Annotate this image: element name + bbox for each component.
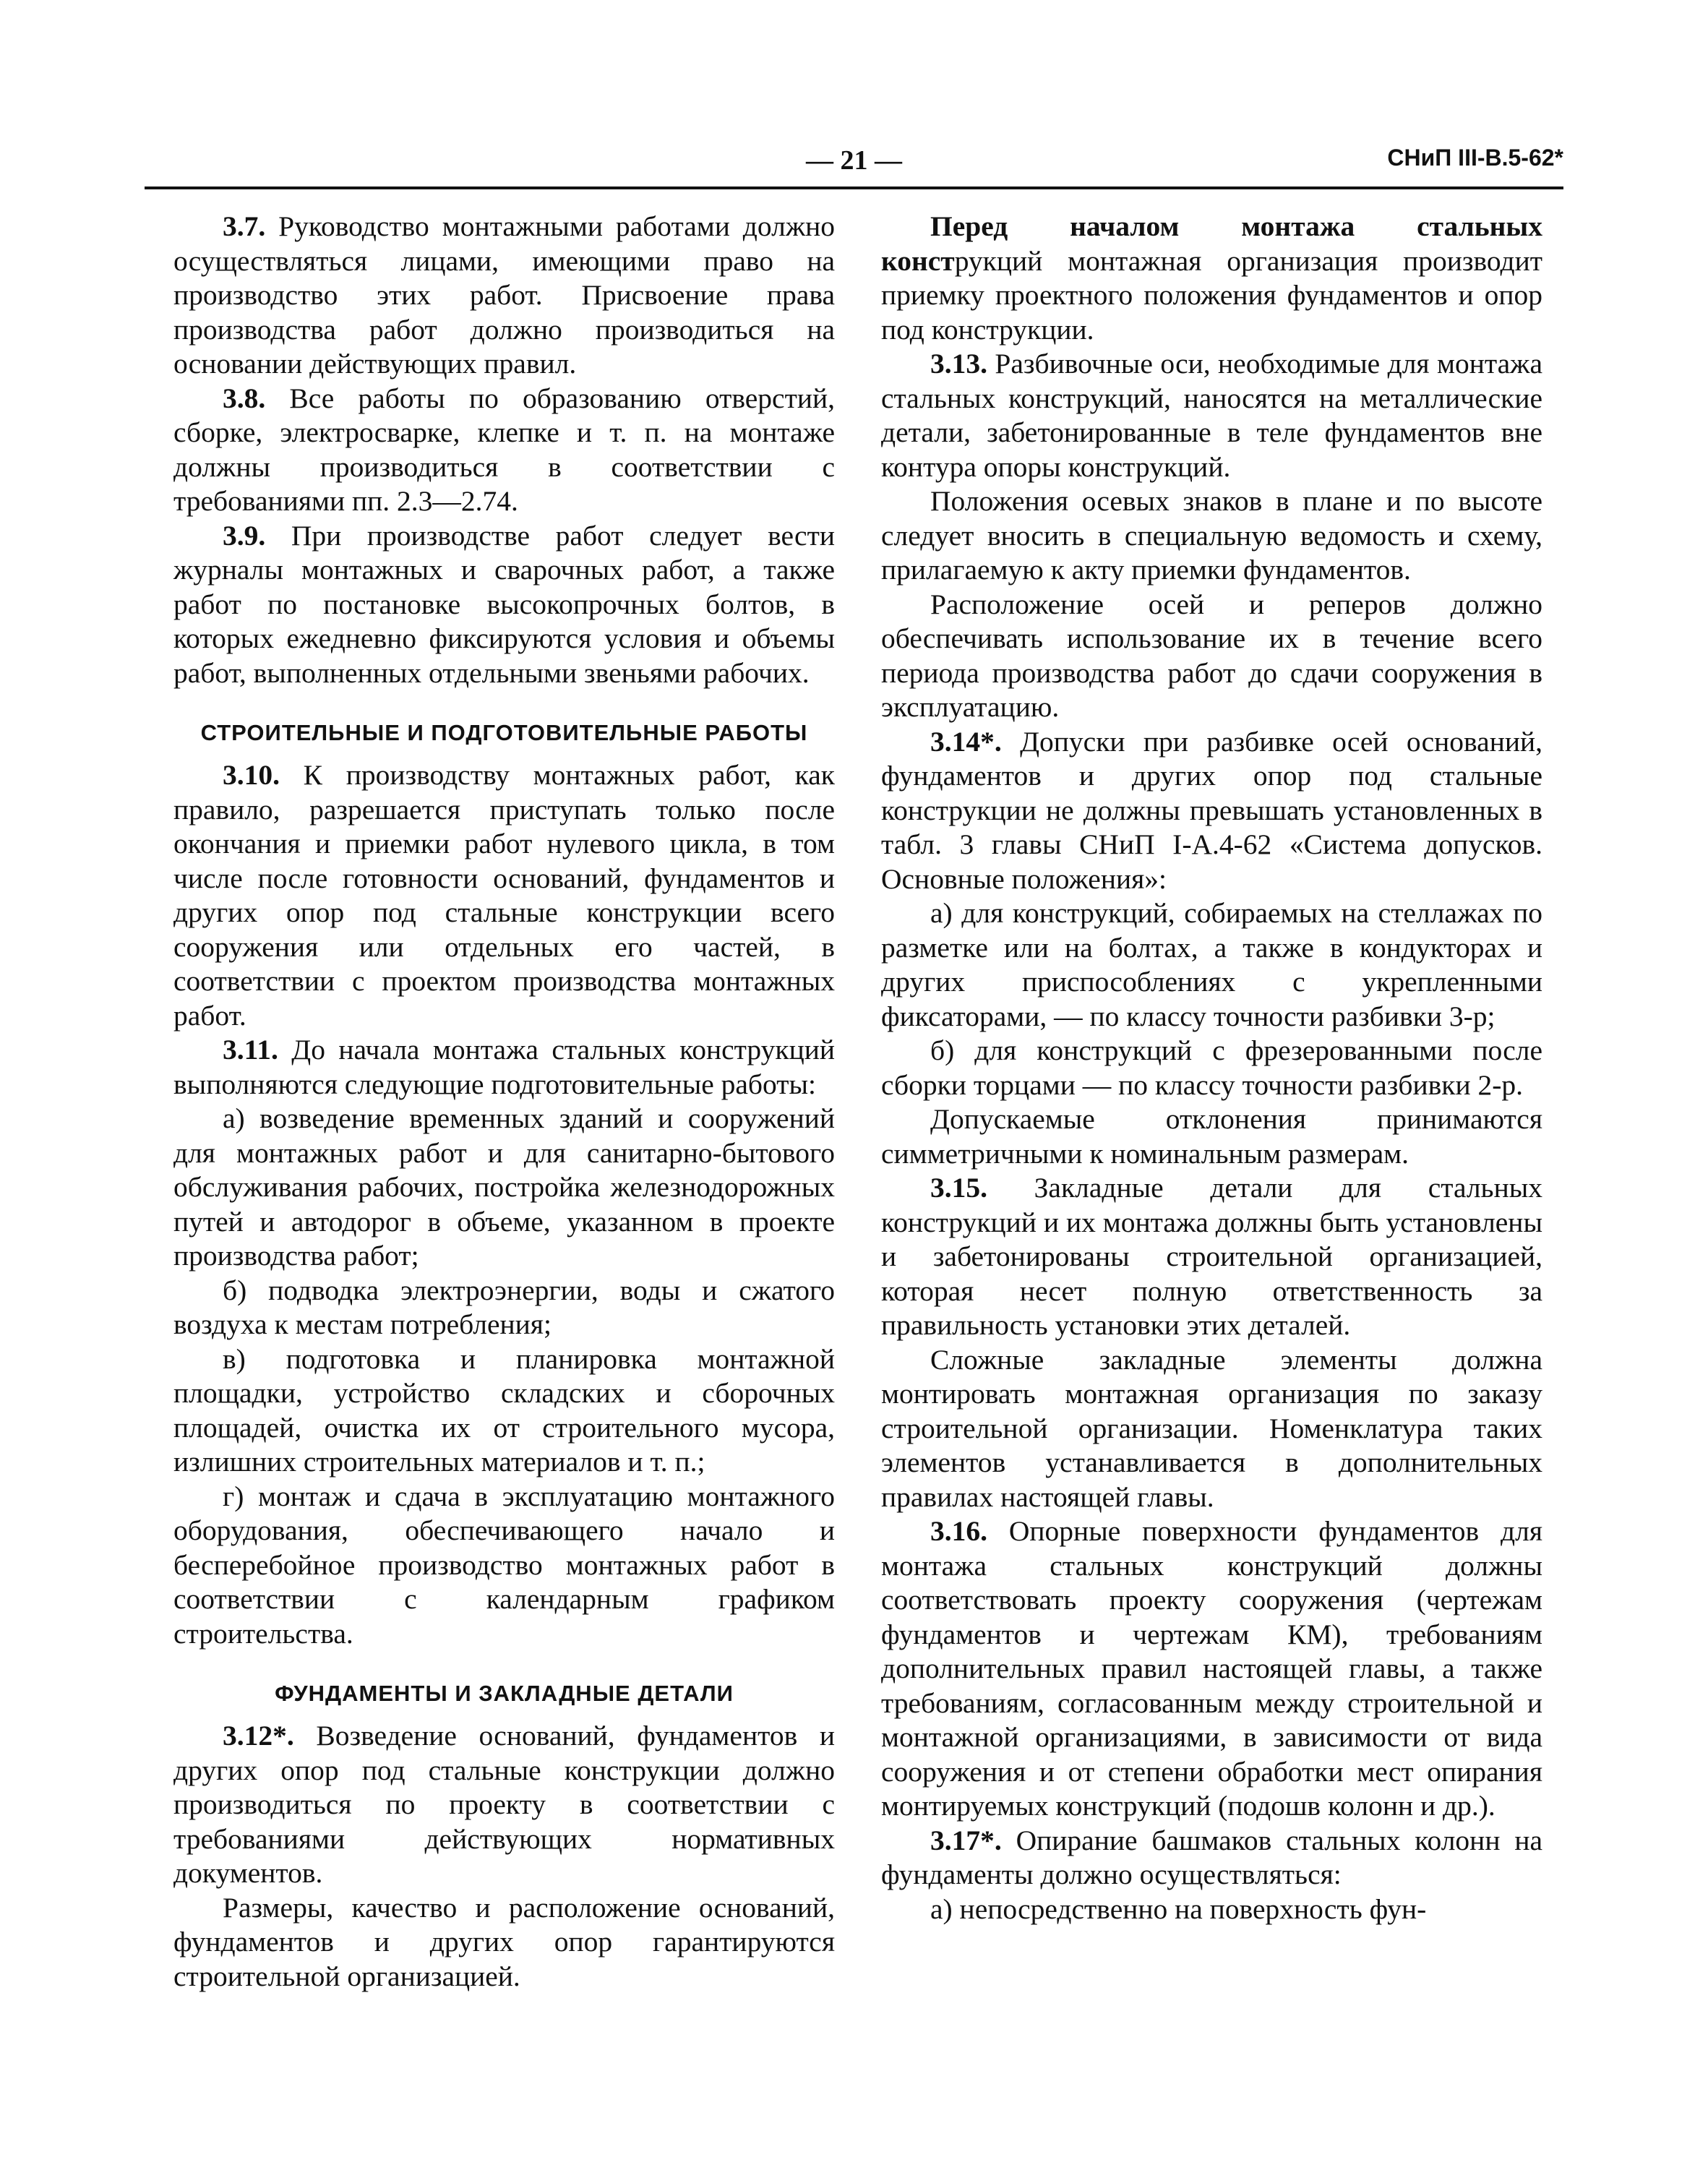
paragraph-text: Разбивочные оси, необходимые для монтажа стальных конструкций, наносятся на металлические детали, забетонированные в теле фундаментов вне контура опоры конструкций.: [881, 348, 1542, 483]
document-code: СНиП III-В.5-62*: [1387, 145, 1563, 171]
clause-number: 3.13.: [930, 348, 987, 380]
clause-number: 3.8.: [223, 382, 266, 414]
clause-number: 3.11.: [223, 1034, 278, 1066]
list-item-g: г) монтаж и сдача в эксплуатацию монтажного оборудования, обеспечивающего начало и бесперебойное производство монтажных работ в соответствии с календарным графиком строительства.: [173, 1480, 835, 1650]
clause-number: 3.17*.: [930, 1824, 1002, 1856]
intro-bold-text: Перед началом монтажа стальных конст: [881, 210, 1542, 277]
paragraph-intro: [881, 210, 1542, 347]
clause-number: 3.9.: [223, 519, 266, 552]
paragraph-3-13: [881, 347, 1542, 484]
paragraph-3-11: [173, 1033, 835, 1102]
clause-number: 3.15.: [930, 1172, 987, 1204]
paragraph-3-7: [173, 210, 835, 382]
left-column: [173, 210, 835, 1994]
paragraph-text: Опорные поверхности фундаментов для монтажа стальных конструкций должны соответствовать проекту сооружения (чертежам фундаментов и чертежам КМ), требованиям дополнительных правил настоящей главы, а также требованиям, согласованным между строительной и монтажной организациями, в зависимости от вида сооружения и от степени обработки мест опирания монтируемых конструкций (подошв колонн и др.).: [881, 1515, 1542, 1822]
list-item-v: в) подготовка и планировка монтажной площадки, устройство складских и сборочных площадей, очистка их от строительного мусора, излишних строительных материалов и т. п.;: [173, 1342, 835, 1478]
list-item-a-continued: а) непосредственно на поверхность фун-: [930, 1892, 1427, 1925]
list-item-b: б) для конструкций с фрезерованными после сборки торцами — по классу точности разбивки 2-р.: [881, 1034, 1542, 1101]
paragraph-text: К производству монтажных работ, как правило, разрешается приступать только после окончания и приемки работ нулевого цикла, в том числе после готовности оснований, фундаментов и других опор под стальные конструкции всего сооружения или отдельных его частей, в соответствии с проектом производства монтажных работ.: [173, 759, 835, 1032]
paragraph-3-9: [173, 519, 835, 691]
clause-number: 3.14*.: [930, 725, 1002, 758]
list-item-a: а) возведение временных зданий и сооружений для монтажных работ и для санитарно-бытового обслуживания рабочих, постройка железнодорожных путей и автодорог в объеме, указанном в проекте производства работ;: [173, 1102, 835, 1272]
clause-number: 3.12*.: [223, 1720, 294, 1752]
paragraph-3-16: [881, 1514, 1542, 1824]
paragraph-3-15-sub: Сложные закладные элементы должна монтировать монтажная организация по заказу строительной организации. Номенклатура таких элементов устанавливается в дополнительных правилах настоящей главы.: [881, 1343, 1542, 1513]
paragraph-text: Все работы по образованию отверстий, сборке, электросварке, клепке и т. п. на монтаже должны производиться в соответствии с требованиями пп. 2.3—2.74.: [173, 382, 835, 517]
paragraph-text: Закладные детали для стальных конструкций и их монтажа должны быть установлены и забетонированы строительной организацией, которая несет полную ответственность за правильность установки этих деталей.: [881, 1172, 1542, 1341]
paragraph-text: рукций монтажная организация производит приемку проектного положения фундаментов и опор под конструкции.: [881, 244, 1542, 346]
paragraph-3-13-sub2: Расположение осей и реперов должно обеспечивать использование их в течение всего периода производства работ до сдачи сооружения в эксплуатацию.: [881, 588, 1542, 723]
paragraph-text: Возведение оснований, фундаментов и других опор под стальные конструкции должно производиться по проекту в соответствии с требованиями действующих нормативных документов.: [173, 1720, 835, 1889]
clause-number: 3.16.: [930, 1515, 987, 1547]
paragraph-3-15: [881, 1171, 1542, 1343]
clause-number: 3.10.: [223, 759, 280, 791]
paragraph-3-10: [173, 758, 835, 1033]
paragraph-3-14: [881, 725, 1542, 897]
paragraph-3-8: [173, 382, 835, 519]
paragraph-text: Руководство монтажными работами должно осуществляться лицами, имеющими право на производство этих работ. Присвоение права производства работ должно производиться на основании действующих правил.: [173, 210, 835, 380]
paragraph-3-14-sub: Допускаемые отклонения принимаются симметричными к номинальным размерам.: [881, 1103, 1542, 1170]
header-rule: [145, 186, 1563, 189]
list-item-b: б) подводка электроэнергии, воды и сжатого воздуха к местам потребления;: [173, 1274, 835, 1340]
paragraph-3-12-sub: Размеры, качество и расположение оснований, фундаментов и других опор гарантируются строительной организацией.: [173, 1891, 835, 1992]
right-column: [881, 210, 1542, 1926]
section-heading-foundations: ФУНДАМЕНТЫ И ЗАКЛАДНЫЕ ДЕТАЛИ: [275, 1681, 734, 1706]
paragraph-text: Опирание башмаков стальных колонн на фундаменты должно осуществляться:: [881, 1824, 1542, 1890]
paragraph-3-12: [173, 1719, 835, 1891]
paragraph-3-13-sub1: Положения осевых знаков в плане и по высоте следует вносить в специальную ведомость и схему, прилагаемую к акту приемки фундаментов.: [881, 485, 1542, 586]
page-header: [145, 145, 1563, 188]
paragraph-text: До начала монтажа стальных конструкций выполняются следующие подготовительные работы:: [173, 1034, 835, 1100]
list-item-a: а) для конструкций, собираемых на стеллажах по разметке или на болтах, а также в кондукторах и других приспособлениях с укрепленными фиксаторами, — по классу точности разбивки 3-р;: [881, 897, 1542, 1032]
paragraph-text: При производстве работ следует вести журналы монтажных и сварочных работ, а также работ по постановке высокопрочных болтов, в которых ежедневно фиксируются условия и объемы работ, выполненных отдельными звеньями рабочих.: [173, 519, 835, 689]
clause-number: 3.7.: [223, 210, 266, 242]
paragraph-text: Допуски при разбивке осей оснований, фундаментов и других опор под стальные конструкции не должны превышать установленных в табл. 3 главы СНиП I-А.4-62 «Система допусков. Основные положения»:: [881, 725, 1542, 895]
page-number: — 21 —: [806, 145, 902, 176]
paragraph-3-17: [881, 1824, 1542, 1892]
section-heading-construction: СТРОИТЕЛЬНЫЕ И ПОДГОТОВИТЕЛЬНЫЕ РАБОТЫ: [200, 720, 808, 745]
